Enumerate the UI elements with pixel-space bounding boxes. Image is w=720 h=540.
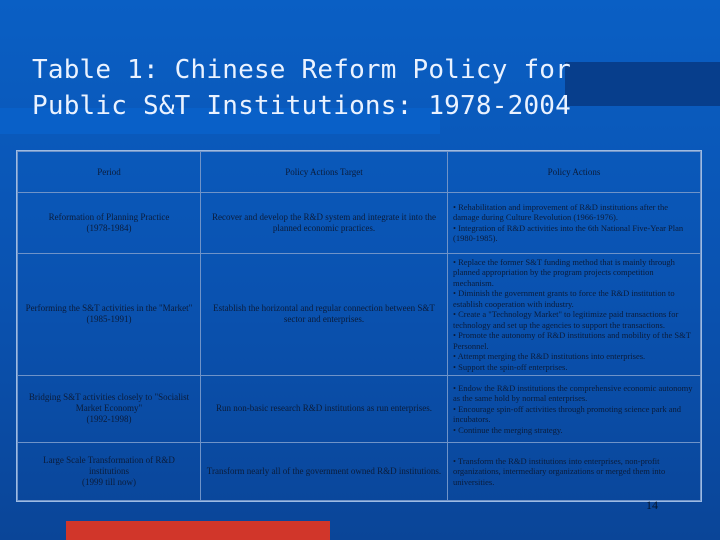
- action-item: • Transform the R&D institutions into enterprises, non-profit organizations, intermediary organizations or merged them into universities.: [453, 455, 666, 487]
- period-years: (1978-1984): [86, 222, 132, 233]
- table-row: [18, 376, 701, 442]
- action-item: • Diminish the government grants to force the R&D institution to establish cooperation with industry.: [453, 288, 675, 309]
- action-item: • Endow the R&D institutions the comprehensive economic autonomy as the same hold by normal enterprises.: [453, 382, 693, 404]
- period-name: Bridging S&T activities closely to "Socialist Market Economy": [28, 392, 190, 414]
- header-period: Period: [18, 152, 201, 193]
- target-cell: Run non-basic research R&D institutions as run enterprises.: [201, 376, 448, 442]
- target-cell: Establish the horizontal and regular connection between S&T sector and enterprises.: [201, 253, 448, 376]
- table-row: [18, 442, 701, 500]
- action-item: • Support the spin-off enterprises.: [453, 361, 568, 372]
- slide-title-line-1: Table 1: Chinese Reform Policy for: [32, 55, 572, 85]
- period-cell: [18, 442, 201, 500]
- action-item: • Continue the merging strategy.: [453, 424, 563, 435]
- table-row: [18, 253, 701, 376]
- actions-cell: [448, 193, 701, 253]
- actions-cell: [448, 253, 701, 376]
- header-target: Policy Actions Target: [201, 152, 448, 193]
- action-item: • Integration of R&D activities into the 6th National Five-Year Plan (1980-1985).: [453, 222, 684, 244]
- period-cell: [18, 193, 201, 253]
- period-name: Reformation of Planning Practice: [48, 211, 170, 222]
- period-name: Large Scale Transformation of R&D institutions: [43, 454, 175, 476]
- action-item: • Replace the former S&T funding method that is mainly through planned appropriation by the program projects competition mechanism.: [453, 256, 675, 288]
- action-item: • Attempt merging the R&D institutions into enterprises.: [453, 351, 646, 362]
- action-item: • Encourage spin-off activities through promoting science park and incubators.: [453, 403, 682, 425]
- policy-table: [16, 150, 702, 502]
- period-years: (1985-1991): [86, 314, 132, 325]
- target-cell: Recover and develop the R&D system and integrate it into the planned economic practices.: [201, 193, 448, 253]
- bottom-accent-bar: [66, 521, 330, 540]
- period-cell: [18, 376, 201, 442]
- target-cell: Transform nearly all of the government owned R&D institutions.: [201, 442, 448, 500]
- actions-cell: [448, 376, 701, 442]
- period-cell: [18, 253, 201, 376]
- slide-title-line-2: Public S&T Institutions: 1978-2004: [32, 91, 572, 121]
- policy-table-grid: [17, 151, 701, 501]
- period-years: (1999 till now): [82, 476, 136, 487]
- action-item: • Create a "Technology Market" to legitimize paid transactions for technology and set up the agencies to support the transactions.: [453, 309, 679, 330]
- period-name: Performing the S&T activities in the "Market": [25, 303, 193, 314]
- table-header-row: [18, 152, 701, 193]
- actions-cell: [448, 442, 701, 500]
- period-years: (1992-1998): [86, 414, 132, 425]
- action-item: • Rehabilitation and improvement of R&D institutions after the damage during Culture Revolution (1966-1976).: [453, 201, 668, 223]
- action-item: • Promote the autonomy of R&D institutions and mobility of the S&T Personnel.: [453, 330, 691, 351]
- page-number: 14: [646, 498, 658, 512]
- header-actions: Policy Actions: [448, 152, 701, 193]
- table-row: [18, 193, 701, 253]
- slide-title: [32, 52, 672, 124]
